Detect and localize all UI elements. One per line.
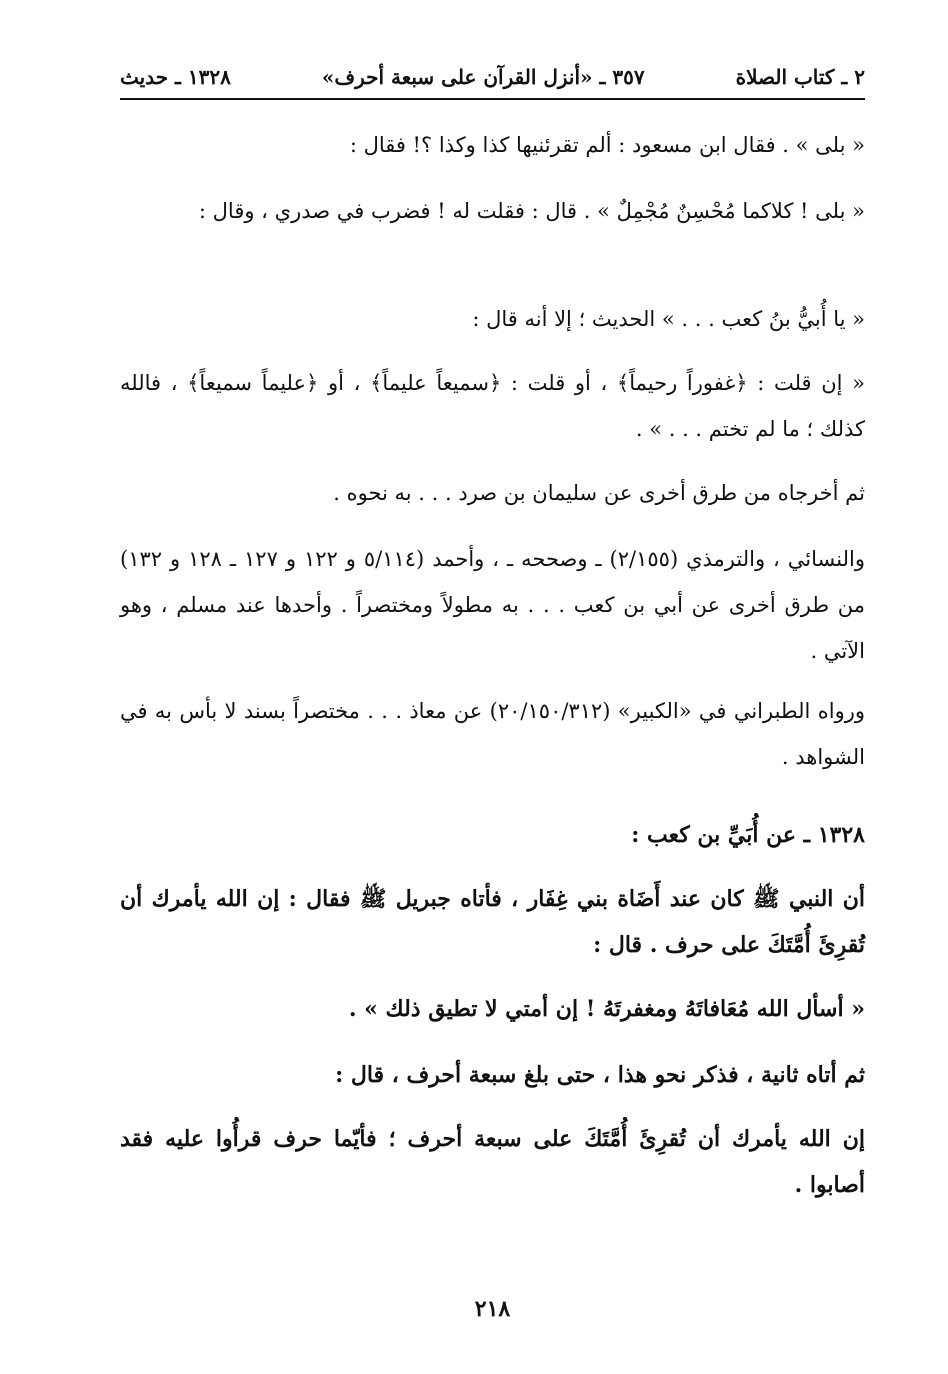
hadith-text-2: ثم أتاه ثانية ، فذكر نحو هذا ، حتى بلغ سبعة أحرف ، قال : [335,1062,865,1088]
page-number: ٢١٨ [474,1296,511,1322]
header-rule [120,98,865,100]
paragraph-3: « يا أُبيُّ بنُ كعب . . . » الحديث ؛ إلا أنه قال : [472,307,865,331]
paragraph-6: والنسائي ، والترمذي (٢/١٥٥) ـ وصححه ـ ، وأحمد (٥/١١٤ و ١٢٢ و ١٢٧ ـ ١٢٨ و ١٣٢) من طرق أخرى عن أبي بن كعب . . . به مطولاً ومختصراً . وأحدها عند مسلم ، وهو الآتي . [120,547,865,663]
header-chapter: ٢ ـ كتاب الصلاة [735,65,865,89]
paragraph-1: « بلى » . فقال ابن مسعود : ألم تقرئنيها كذا وكذا ؟! فقال : [349,133,865,157]
header-hadith: ١٣٢٨ ـ حديث [120,65,231,89]
hadith-text-1: أن النبي ﷺ كان عند أَضَاة بني غِفَار ، فأتاه جبريل ﷺ فقال : إن الله يأمرك أن تُقرِئَ أُمَّتَكَ على حرف . قال : [120,886,865,958]
paragraph-2: « بلى ! كلاكما مُحْسِنٌ مُجْمِلٌ » . قال : فقلت له ! فضرب في صدري ، وقال : [198,199,865,223]
running-header [120,60,865,94]
hadith-heading: ١٣٢٨ ـ عن أُبَيِّ بن كعب : [631,822,865,848]
paragraph-4: « إن قلت : ﴿غفوراً رحيماً﴾ ، أو قلت : ﴿سميعاً عليماً﴾ ، أو ﴿عليماً سميعاً﴾ ، فالله كذلك ؛ ما لم تختم . . . » . [120,371,865,441]
paragraph-7: ورواه الطبراني في «الكبير» (٢٠/١٥٠/٣١٢) عن معاذ . . . مختصراً بسند لا بأس به في الشواهد . [120,699,865,769]
header-section: ٣٥٧ ـ «أنزل القرآن على سبعة أحرف» [321,65,645,89]
hadith-text-3: إن الله يأمرك أن تُقرِئَ أُمَّتَكَ على سبعة أحرف ؛ فأيّما حرف قرأُوا عليه فقد أصابوا . [120,1126,865,1198]
hadith-quote: « أسأل الله مُعَافاتَهُ ومغفرتَهُ ! إن أمتي لا تطيق ذلك » . [348,996,865,1022]
book-page [120,60,865,1350]
paragraph-5: ثم أخرجاه من طرق أخرى عن سليمان بن صرد . . . به نحوه . [333,481,865,505]
